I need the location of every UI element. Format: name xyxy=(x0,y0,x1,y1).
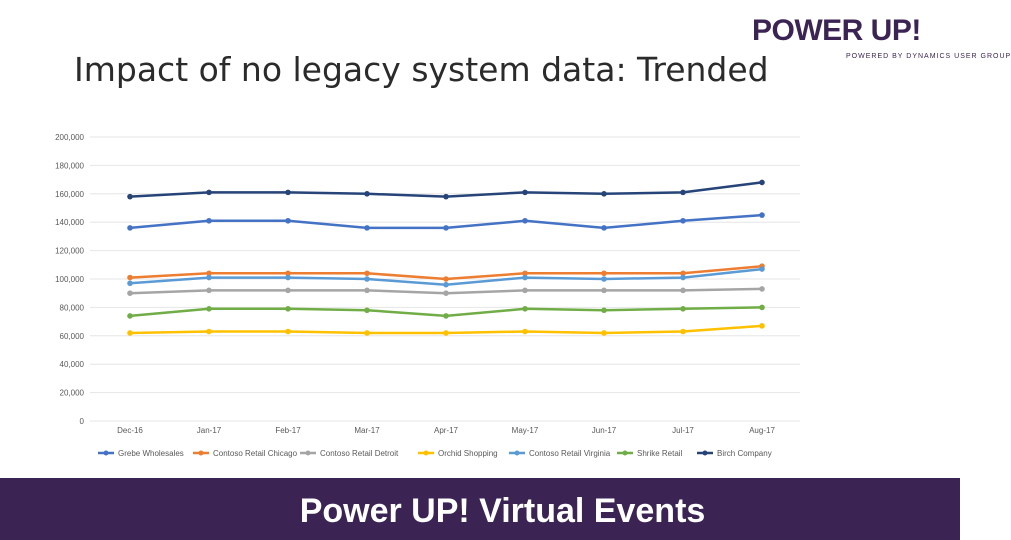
x-tick-label: Jun-17 xyxy=(591,426,617,435)
data-point xyxy=(364,271,370,277)
data-point xyxy=(364,330,370,336)
y-tick-label: 120,000 xyxy=(55,246,84,256)
data-point xyxy=(680,218,686,224)
data-point xyxy=(127,313,133,319)
y-tick-label: 0 xyxy=(79,417,84,426)
y-tick-label: 140,000 xyxy=(55,218,84,228)
legend-label: Contoso Retail Detroit xyxy=(320,449,399,458)
data-point xyxy=(522,190,528,196)
data-point xyxy=(127,330,133,336)
y-tick-label: 160,000 xyxy=(55,189,84,199)
y-tick-label: 200,000 xyxy=(55,133,84,142)
data-point xyxy=(443,225,449,231)
data-point xyxy=(285,218,291,224)
legend-label: Grebe Wholesales xyxy=(118,449,184,458)
data-point xyxy=(443,313,449,319)
logo-text: POWER UP! xyxy=(752,14,921,47)
data-point xyxy=(206,329,212,335)
logo-subtext: POWERED BY DYNAMICS USER GROUP xyxy=(846,53,1011,60)
data-point xyxy=(127,225,133,231)
data-point xyxy=(601,330,607,336)
data-point xyxy=(759,305,765,311)
legend-label: Contoso Retail Chicago xyxy=(213,449,298,458)
data-point xyxy=(364,276,370,282)
data-point xyxy=(522,288,528,294)
x-tick-label: Dec-16 xyxy=(117,426,143,435)
data-point xyxy=(522,275,528,281)
data-point xyxy=(680,288,686,294)
data-point xyxy=(206,218,212,224)
power-up-logo xyxy=(748,6,1011,66)
data-point xyxy=(759,266,765,272)
data-point xyxy=(443,194,449,200)
data-point xyxy=(601,271,607,277)
y-tick-label: 20,000 xyxy=(59,388,84,398)
chart-legend xyxy=(98,449,772,458)
data-point xyxy=(206,306,212,312)
data-point xyxy=(680,275,686,281)
data-point xyxy=(285,288,291,294)
x-tick-label: Jul-17 xyxy=(672,426,694,435)
data-point xyxy=(364,288,370,294)
data-point xyxy=(285,190,291,196)
legend-marker xyxy=(623,451,628,456)
data-point xyxy=(601,225,607,231)
data-point xyxy=(285,306,291,312)
data-point xyxy=(680,329,686,335)
x-tick-label: Apr-17 xyxy=(433,426,459,435)
y-tick-label: 180,000 xyxy=(55,161,84,171)
data-point xyxy=(127,290,133,296)
legend-marker xyxy=(104,451,109,456)
x-tick-label: May-17 xyxy=(511,426,539,435)
data-point xyxy=(127,280,133,286)
data-point xyxy=(601,288,607,294)
legend-label: Orchid Shopping xyxy=(438,449,498,458)
y-tick-label: 40,000 xyxy=(59,360,84,370)
data-point xyxy=(601,191,607,197)
data-point xyxy=(206,275,212,281)
data-point xyxy=(680,190,686,196)
x-tick-label: Mar-17 xyxy=(354,426,380,435)
data-point xyxy=(759,180,765,186)
y-axis-ticks xyxy=(55,133,84,426)
footer-text: Power UP! Virtual Events xyxy=(299,492,706,530)
x-tick-label: Aug-17 xyxy=(749,426,775,435)
data-point xyxy=(601,307,607,313)
x-axis-ticks xyxy=(117,426,775,435)
data-point xyxy=(443,330,449,336)
legend-label: Birch Company xyxy=(717,449,772,458)
data-point xyxy=(601,276,607,282)
data-point xyxy=(206,190,212,196)
x-tick-label: Feb-17 xyxy=(275,426,301,435)
data-point xyxy=(443,290,449,296)
series-lines xyxy=(127,180,765,336)
y-tick-label: 100,000 xyxy=(55,275,84,284)
data-point xyxy=(680,306,686,312)
data-point xyxy=(285,275,291,281)
y-tick-label: 80,000 xyxy=(59,303,84,313)
data-point xyxy=(364,191,370,197)
data-point xyxy=(285,329,291,335)
x-tick-label: Jan-17 xyxy=(196,426,222,435)
legend-marker xyxy=(306,451,311,456)
data-point xyxy=(522,306,528,312)
data-point xyxy=(364,225,370,231)
legend-marker xyxy=(515,451,520,456)
data-point xyxy=(759,212,765,218)
legend-marker xyxy=(424,451,429,456)
data-point xyxy=(206,288,212,294)
slide-title: Impact of no legacy system data: Trended xyxy=(74,50,769,89)
data-point xyxy=(127,275,133,281)
data-point xyxy=(522,218,528,224)
line-chart xyxy=(0,125,960,470)
data-point xyxy=(127,194,133,200)
data-point xyxy=(443,282,449,288)
data-point xyxy=(522,329,528,335)
data-point xyxy=(364,307,370,313)
legend-label: Contoso Retail Virginia xyxy=(529,449,611,458)
legend-label: Shrike Retail xyxy=(637,449,683,458)
legend-marker xyxy=(703,451,708,456)
y-tick-label: 60,000 xyxy=(59,331,84,341)
data-point xyxy=(759,286,765,292)
footer-banner xyxy=(0,478,960,540)
legend-marker xyxy=(199,451,204,456)
data-point xyxy=(443,276,449,282)
data-point xyxy=(759,323,765,329)
